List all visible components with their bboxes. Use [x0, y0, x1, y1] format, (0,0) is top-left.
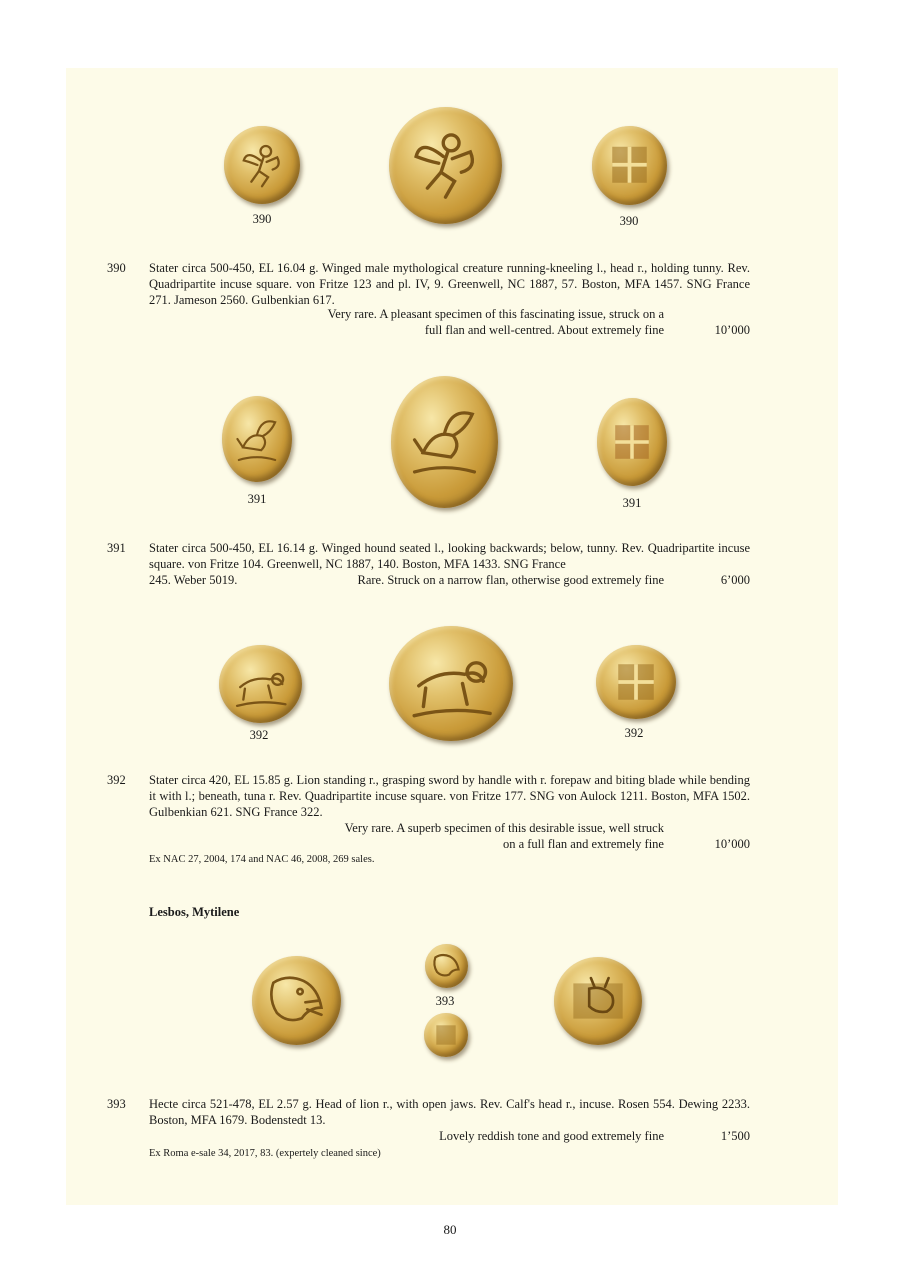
- lot-estimate: 10’000: [714, 837, 750, 851]
- winged-hound-icon: [222, 396, 292, 482]
- lot-number: 393: [107, 1097, 126, 1111]
- coin-391-obverse-small: [222, 396, 292, 482]
- page-number: 80: [443, 1222, 457, 1237]
- lion-head-icon: [252, 956, 341, 1045]
- lot-description-tail: 245. Weber 5019.: [149, 573, 238, 587]
- lot-number: 390: [107, 261, 126, 275]
- lion-icon: [389, 626, 513, 741]
- lot-grade-line: Lovely reddish tone and good extremely fine: [439, 1129, 664, 1143]
- coin-390-reverse: [592, 126, 667, 205]
- lot-estimate: 6’000: [720, 573, 750, 587]
- coin-390-obverse-small: [224, 126, 300, 204]
- lot-grade-line: Very rare. A superb specimen of this desirable issue, well struck: [344, 821, 664, 835]
- coin-393-reverse-small: [424, 1013, 468, 1057]
- image-label: 392: [249, 728, 269, 742]
- winged-figure-icon: [389, 107, 502, 224]
- winged-figure-icon: [224, 126, 300, 204]
- image-label: 390: [619, 214, 639, 228]
- coin-391-reverse: [597, 398, 667, 486]
- lot-number: 391: [107, 541, 126, 555]
- incuse-square-icon: [596, 645, 676, 719]
- lot-estimate: 1’500: [720, 1129, 750, 1143]
- calf-head-icon: [424, 1013, 468, 1057]
- lot-grade-line: Rare. Struck on a narrow flan, otherwise good extremely fine: [357, 573, 664, 587]
- lot-grade-line: on a full flan and extremely fine: [502, 837, 664, 851]
- lot-estimate: 10’000: [714, 323, 750, 337]
- coin-393-reverse-large: [554, 957, 642, 1045]
- lot-grade-line: Very rare. A pleasant specimen of this fascinating issue, struck on a: [327, 307, 664, 321]
- lot-provenance: Ex NAC 27, 2004, 174 and NAC 46, 2008, 269 sales.: [149, 854, 375, 865]
- image-label: 391: [622, 496, 642, 510]
- lot-number: 392: [107, 773, 126, 787]
- lot-provenance: Ex Roma e-sale 34, 2017, 83. (expertely cleaned since): [149, 1148, 381, 1159]
- lot-description: Hecte circa 521-478, EL 2.57 g. Head of lion r., with open jaws. Rev. Calf's head r., incuse. Rosen 554. Dewing 2233. Boston, MFA 1679. Bodenstedt 13.: [149, 1097, 750, 1127]
- coin-392-reverse: [596, 645, 676, 719]
- incuse-square-icon: [592, 126, 667, 205]
- coin-391-obverse-large: [391, 376, 498, 508]
- coin-392-obverse-small: [219, 645, 302, 723]
- coin-390-obverse-large: [389, 107, 502, 224]
- image-label: 391: [247, 492, 267, 506]
- coin-392-obverse-large: [389, 626, 513, 741]
- calf-head-icon: [554, 957, 642, 1045]
- lot-grade-line: full flan and well-centred. About extremely fine: [424, 323, 664, 337]
- image-label: 390: [252, 212, 272, 226]
- image-label: 393: [435, 994, 455, 1008]
- lion-head-icon: [425, 944, 468, 988]
- lion-icon: [219, 645, 302, 723]
- coin-393-obverse-large: [252, 956, 341, 1045]
- incuse-square-icon: [597, 398, 667, 486]
- winged-hound-icon: [391, 376, 498, 508]
- lot-description: Stater circa 420, EL 15.85 g. Lion standing r., grasping sword by handle with r. forepaw and biting blade while bending it with l.; beneath, tuna r. Rev. Quadripartite incuse square. von Fritze 177. SNG von Aulock 1211. Boston, MFA 1502. Gulbenkian 621. SNG France 322.: [149, 773, 750, 819]
- lot-description: Stater circa 500-450, EL 16.14 g. Winged hound seated l., looking backwards; below, tunny. Rev. Quadripartite incuse square. von Fritze 104. Greenwell, NC 1887, 140. Boston, MFA 1433. SNG France: [149, 541, 750, 571]
- image-label: 392: [624, 726, 644, 740]
- section-heading: Lesbos, Mytilene: [149, 905, 240, 919]
- coin-393-obverse-small: [425, 944, 468, 988]
- lot-description: Stater circa 500-450, EL 16.04 g. Winged male mythological creature running-kneeling l., head r., holding tunny. Rev. Quadripartite incuse square. von Fritze 123 and pl. IV, 9. Greenwell, NC 1887, 57. Boston, MFA 1457. SNG France 271. Jameson 2560. Gulbenkian 617.: [149, 261, 750, 307]
